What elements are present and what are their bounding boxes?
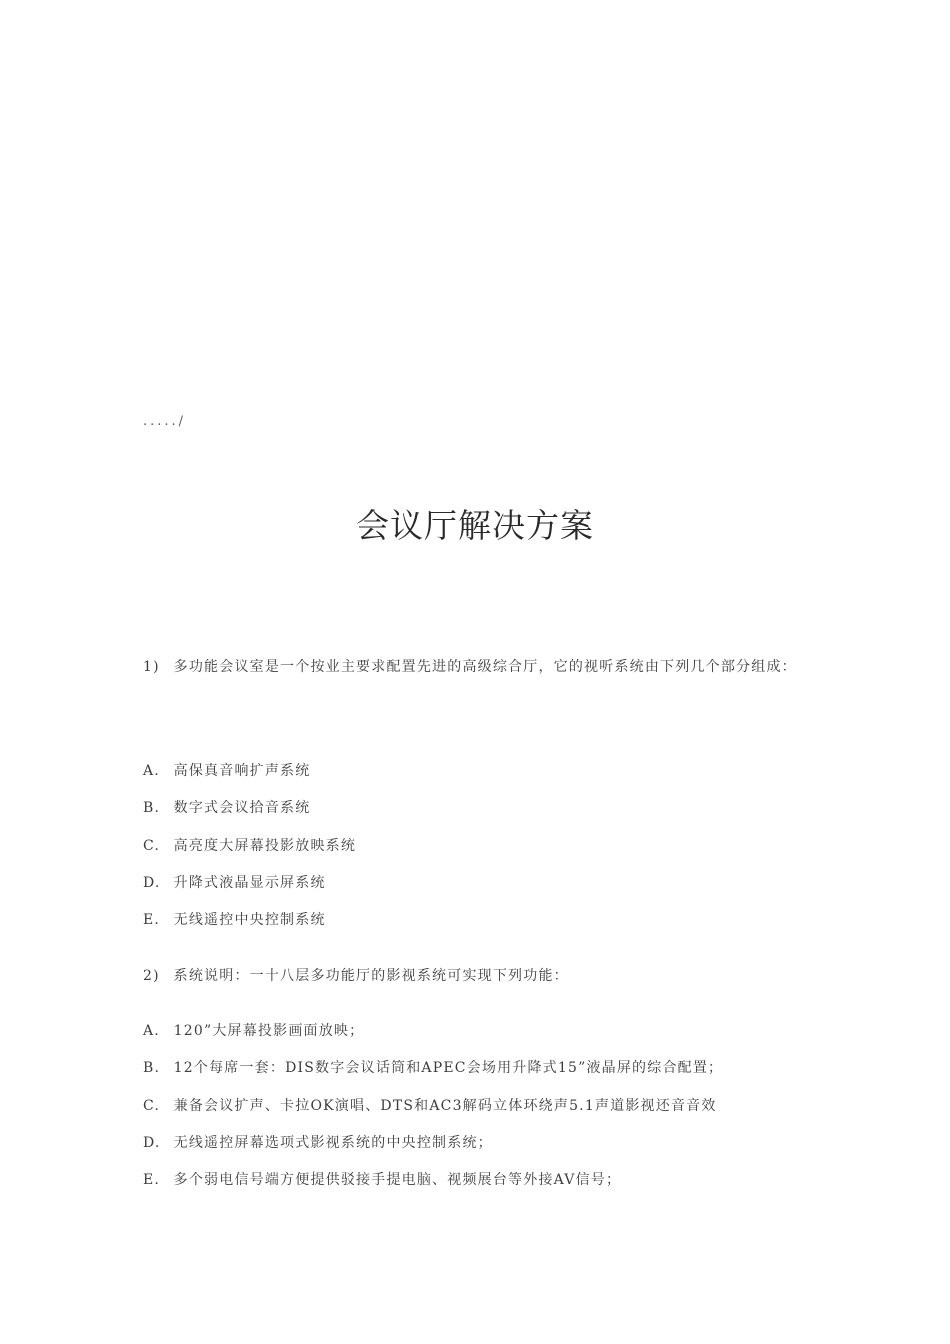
list-item (143, 835, 356, 855)
list-item (143, 1169, 621, 1189)
list-item-text: 兼备会议扩声、卡拉OK演唱、DTS和AC3解码立体环绕声5.1声道影视还音音效 (173, 1098, 717, 1114)
document-title: 会议厅解决方案 (356, 506, 594, 545)
list-item-text: 120”大屏幕投影画面放映； (173, 1023, 365, 1039)
list-item-text: 12个每席一套：DIS数字会议话筒和APEC会场用升降式15”液晶屏的综合配置； (173, 1060, 724, 1076)
list-item-text: 多个弱电信号端方便提供驳接手提电脑、视频展台等外接AV信号； (173, 1172, 622, 1188)
list-item-text: 升降式液晶显示屏系统 (173, 875, 326, 891)
section2-marker: 2) (143, 968, 160, 984)
list-item (143, 909, 326, 929)
list-item-text: 高保真音响扩声系统 (173, 763, 311, 779)
list-item-marker: C. (143, 838, 161, 854)
list-item-text: 数字式会议拾音系统 (173, 800, 311, 816)
list-item-marker: C. (143, 1098, 161, 1114)
list-item-marker: B. (143, 800, 161, 816)
list-item (143, 1132, 493, 1152)
section2-text: 系统说明：一十八层多功能厅的影视系统可实现下列功能： (173, 968, 569, 984)
list-item (143, 760, 310, 780)
list-item (143, 1057, 723, 1077)
list-item-marker: D. (143, 1135, 161, 1151)
section1-text: 多功能会议室是一个按业主要求配置先进的高级综合厅，它的视听系统由下列几个部分组成： (173, 659, 797, 675)
list-item (143, 797, 310, 817)
list-item-text: 高亮度大屏幕投影放映系统 (173, 838, 357, 854)
list-item-marker: A. (143, 1023, 160, 1039)
list-item-marker: E. (143, 1172, 161, 1188)
list-item (143, 872, 326, 892)
list-item-marker: B. (143, 1060, 161, 1076)
section1-intro (143, 656, 797, 676)
section1-marker: 1) (143, 659, 160, 675)
list-item-text: 无线遥控屏幕选项式影视系统的中央控制系统； (173, 1135, 493, 1151)
header-mark: ...../ (143, 414, 187, 429)
list-item-marker: E. (143, 912, 161, 928)
list-item (143, 1095, 717, 1115)
list-item-marker: A. (143, 763, 160, 779)
list-item (143, 1020, 364, 1040)
section2-intro (143, 965, 569, 985)
list-item-text: 无线遥控中央控制系统 (173, 912, 326, 928)
list-item-marker: D. (143, 875, 161, 891)
